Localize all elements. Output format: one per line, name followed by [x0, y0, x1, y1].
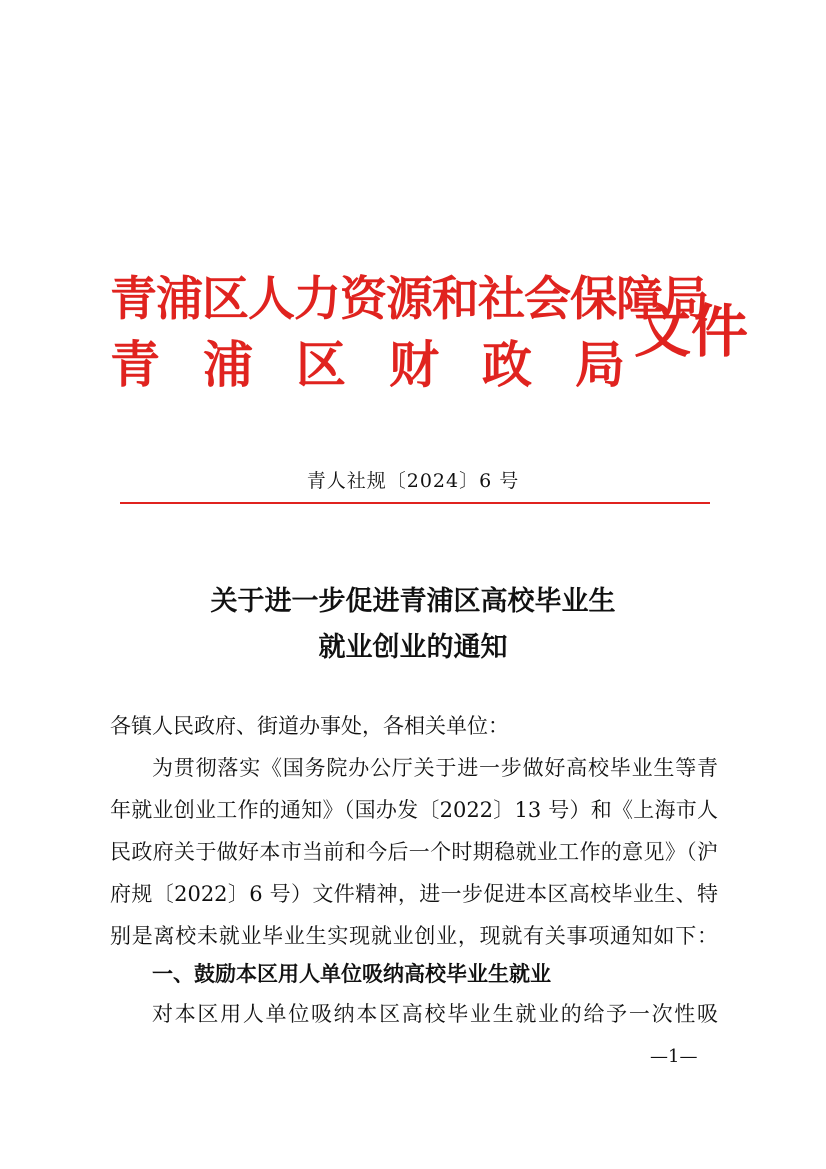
- salutation: 各镇人民政府、街道办事处，各相关单位：: [110, 714, 509, 738]
- paragraph-line: 年就业创业工作的通知》（国办发〔2022〕13 号）和《上海市人: [110, 798, 718, 822]
- paragraph-line: 别是离校未就业毕业生实现就业创业，现就有关事项通知如下：: [110, 924, 718, 948]
- agency-char: 局: [575, 336, 625, 394]
- issuing-agency-hrss: 青浦区人力资源和社会保障局: [110, 272, 708, 327]
- paragraph-line: 民政府关于做好本市当前和今后一个时期稳就业工作的意见》（沪: [110, 840, 718, 864]
- issuing-agency-finance: [110, 336, 625, 394]
- section-heading: 一、鼓励本区用人单位吸纳高校毕业生就业: [152, 962, 551, 986]
- document-title-line2: 就业创业的通知: [318, 632, 508, 663]
- agency-char: 政: [482, 336, 532, 394]
- agency-char: 青: [110, 336, 160, 394]
- agency-char: 区: [296, 336, 346, 394]
- file-label: 文件: [634, 299, 748, 365]
- page-number: —1—: [650, 1046, 698, 1067]
- document-title-line1: 关于进一步促进青浦区高校毕业生: [210, 586, 616, 617]
- agency-char: 浦: [203, 336, 253, 394]
- paragraph-line: 府规〔2022〕6 号）文件精神，进一步促进本区高校毕业生、特: [110, 882, 718, 906]
- paragraph-line: 对本区用人单位吸纳本区高校毕业生就业的给予一次性吸: [152, 1002, 718, 1026]
- red-divider: [120, 502, 710, 504]
- document-number: 青人社规〔2024〕6 号: [306, 470, 520, 492]
- agency-char: 财: [389, 336, 439, 394]
- paragraph-line: 为贯彻落实《国务院办公厅关于进一步做好高校毕业生等青: [152, 756, 718, 780]
